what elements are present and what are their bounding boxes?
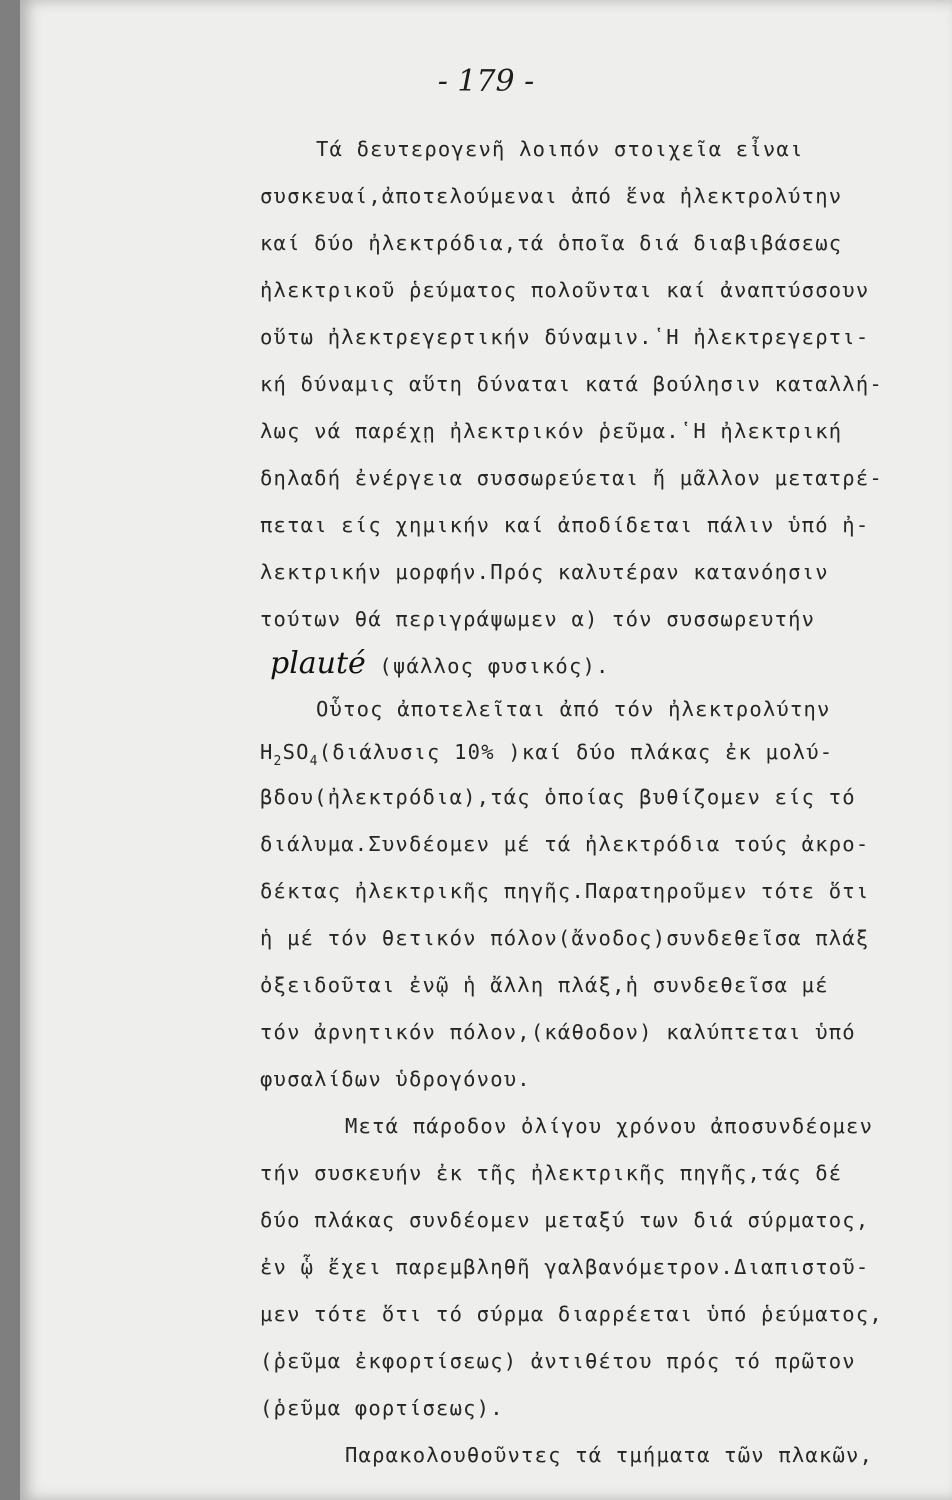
text-line: δύο πλάκας συνδέομεν μεταξύ των διά σύρματος, [260,1208,870,1232]
text-line: πεται είς χημικήν καί ἀποδίδεται πάλιν ὑπό ἠ- [260,513,870,537]
text-line: ἐν ᾧ ἔχει παρεμβληθῆ γαλβανόμετρον.Διαπιστοῦ- [260,1255,870,1279]
text-line: λεκτρικήν μορφήν.Πρός καλυτέραν κατανόησιν [260,560,829,584]
text-line: ἠλεκτρικοῦ ῥεύματος πολοῦνται καί ἀναπτύσσουν [260,278,870,302]
formula-so: SO [282,740,310,764]
text-line: καί δύο ἠλεκτρόδια,τά ὁποῖα διά διαβιβάσεως [260,231,843,255]
text-line: βδου(ἠλεκτρόδια),τάς ὁποίας βυθίζομεν είς τό [260,785,856,809]
text-line: (ῥεῦμα φορτίσεως). [260,1396,504,1420]
formula-h: H [260,740,274,764]
text-line: (ῥεῦμα ἐκφορτίσεως) ἀντιθέτου πρός τό πρῶτον [260,1349,856,1373]
text-line: μεν τότε ὅτι τό σύρμα διαρρέεται ὑπό ῥεύματος, [260,1302,883,1326]
text-line: φυσαλίδων ὑδρογόνου. [260,1067,531,1091]
text-line: οὕτω ἠλεκτρεγερτικήν δύναμιν.῾Η ἠλεκτρεγερτι- [260,325,870,349]
text-line: συσκευαί,ἀποτελούμεναι ἀπό ἕνα ἠλεκτρολύτην [260,184,843,208]
text-line: τήν συσκευήν ἐκ τῆς ἠλεκτρικῆς πηγῆς,τάς δέ [260,1161,843,1185]
formula-line [260,740,833,769]
page-number: - 179 - [437,64,535,99]
formula-subscript: 2 [273,754,283,769]
handwritten-annotation: plauté [270,646,366,681]
formula-subscript: 4 [309,754,319,769]
text-fragment: (ψάλλος φυσικός). [379,654,610,678]
text-line: Οὗτος ἀποτελεῖται ἀπό τόν ἠλεκτρολύτην [316,697,831,721]
text-line: Μετά πάροδον ὀλίγου χρόνου ἀποσυνδέομεν [345,1114,874,1138]
text-line: τούτων θά περιγράψωμεν α) τόν συσσωρευτήν [260,607,816,631]
text-line: δηλαδή ἐνέργεια συσσωρεύεται ἤ μᾶλλον μετατρέ- [260,466,883,490]
text-line: κή δύναμις αὕτη δύναται κατά βούλησιν καταλλή- [260,372,883,396]
text-line: λως νά παρέχῃ ἠλεκτρικόν ῥεῦμα.῾Η ἠλεκτρική [260,419,843,443]
text-line: δέκτας ἠλεκτρικῆς πηγῆς.Παρατηροῦμεν τότε ὅτι [260,879,870,903]
text-line: ἡ μέ τόν θετικόν πόλον(ἄνοδος)συνδεθεῖσα πλάξ [260,926,870,950]
document-page [20,0,952,1500]
text-fragment: (διάλυσις 10% )καί δύο πλάκας ἐκ μολύ- [318,740,834,764]
text-line: ὀξειδοῦται ἐνῷ ἡ ἄλλη πλάξ,ἡ συνδεθεῖσα μέ [260,973,829,997]
text-line: διάλυμα.Συνδέομεν μέ τά ἠλεκτρόδια τούς ἀκρο- [260,832,870,856]
text-line: Παρακολουθοῦντες τά τμήματα τῶν πλακῶν, [345,1443,874,1467]
text-line [270,646,610,681]
text-line: Τά δευτερογενῆ λοιπόν στοιχεῖα εἶναι [316,137,804,161]
text-line: τόν ἀρνητικόν πόλον,(κάθοδον) καλύπτεται ὑπό [260,1020,856,1044]
